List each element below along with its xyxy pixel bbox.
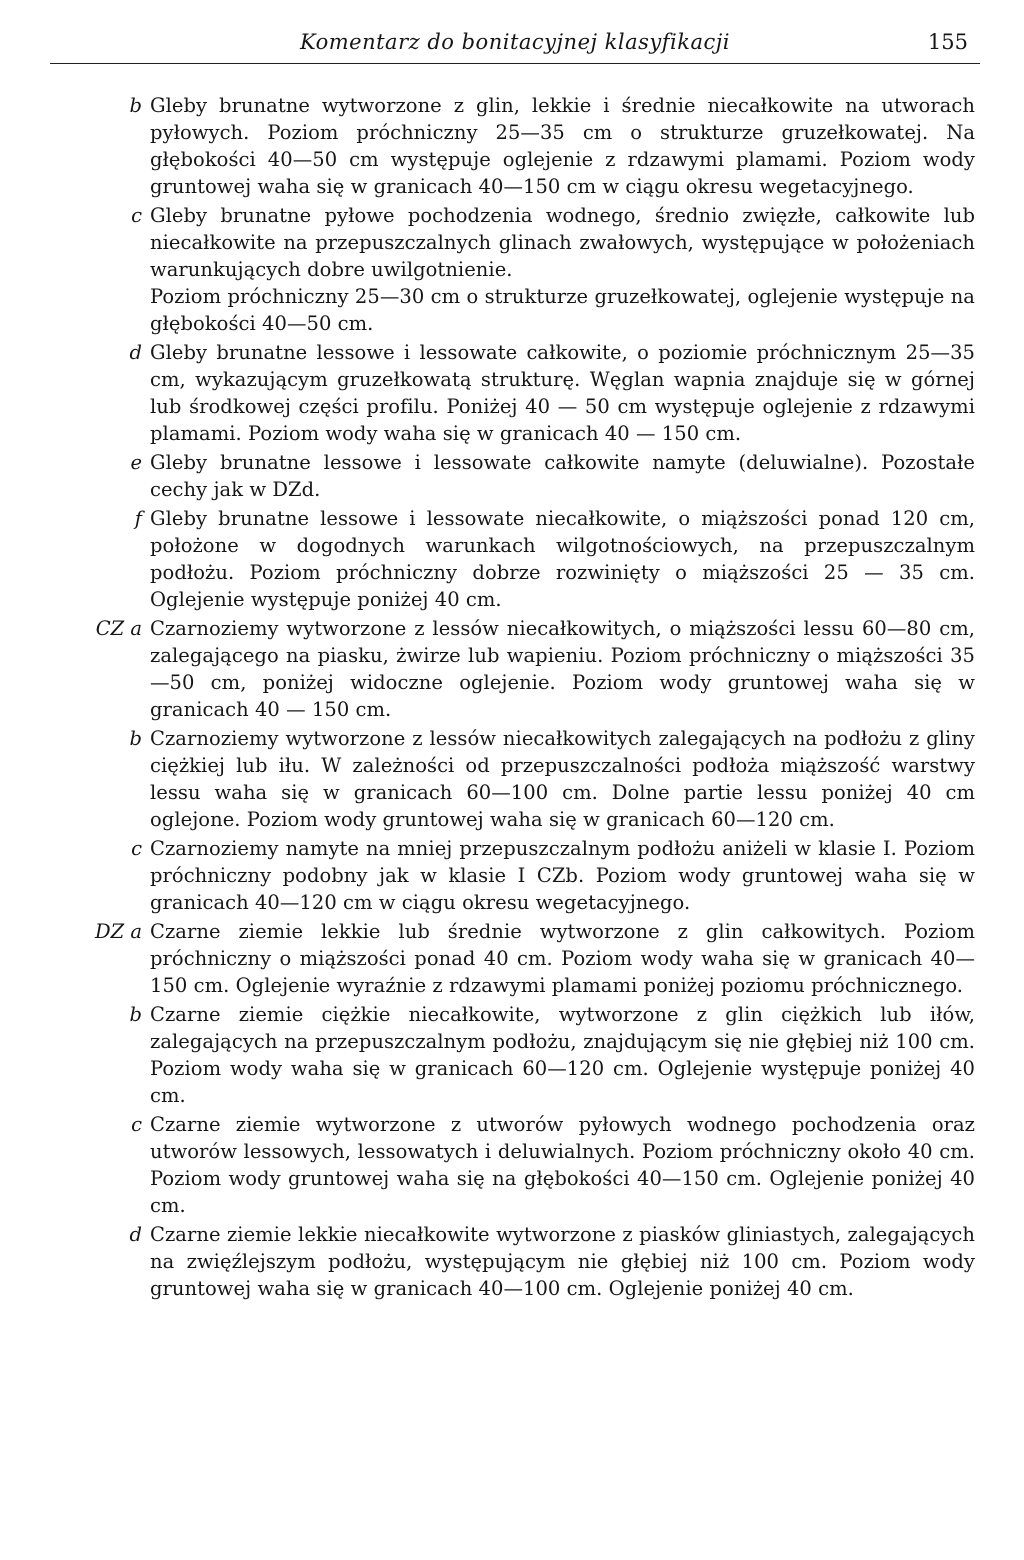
classification-entries xyxy=(0,92,1024,1304)
entry-body xyxy=(150,449,975,503)
entry-label: b xyxy=(129,1003,142,1026)
entry-d-brunatne-lessowe xyxy=(0,339,1024,447)
entry-paragraph: Gleby brunatne lessowe i lessowate niecałkowite, o miąższości ponad 120 cm, położone w dogodnych warunkach wilgotnościowych, na przepuszczalnym podłożu. Poziom próchniczny dobrze rozwinięty o miąższości 25 — 35 cm. Oglejenie występuje poniżej 40 cm. xyxy=(150,507,975,611)
running-title: Komentarz do bonitacyjnej klasyfikacji xyxy=(299,30,731,54)
entry-label: d xyxy=(129,341,142,364)
entry-dz-c-czarne-ziemie-pylowe xyxy=(0,1111,1024,1219)
entry-paragraph: Czarne ziemie wytworzone z utworów pyłowych wodnego pochodzenia oraz utworów lessowych, lessowatych i deluwialnych. Poziom próchniczny około 40 cm. Poziom wody gruntowej waha się na głębokości 40—150 cm. Oglejenie poniżej 40 cm. xyxy=(150,1113,975,1217)
entry-label: b xyxy=(129,94,142,117)
entry-body xyxy=(150,918,975,999)
entry-paragraph: Czarnoziemy wytworzone z lessów niecałkowitych, o miąższości lessu 60—80 cm, zalegającego na piasku, żwirze lub wapieniu. Poziom próchniczny o miąższości 35—50 cm, poniżej widoczne oglejenie. Poziom wody gruntowej waha się w granicach 40 — 150 cm. xyxy=(150,617,975,721)
entry-body xyxy=(150,339,975,447)
entry-dz-b-czarne-ziemie-ciezkie xyxy=(0,1001,1024,1109)
entry-f-brunatne-niecalkowite xyxy=(0,505,1024,613)
entry-label: e xyxy=(130,451,142,474)
entry-label: DZ a xyxy=(94,920,142,943)
entry-label: CZ a xyxy=(95,617,142,640)
entry-dz-d-czarne-ziemie-lekkie xyxy=(0,1221,1024,1302)
entry-paragraph: Czarne ziemie ciężkie niecałkowite, wytworzone z glin ciężkich lub iłów, zalegających na przepuszczalnym podłożu, znajdującym się nie głębiej niż 100 cm. Poziom wody waha się w granicach 60—120 cm. Oglejenie występuje poniżej 40 cm. xyxy=(150,1003,975,1107)
entry-body xyxy=(150,615,975,723)
entry-body xyxy=(150,505,975,613)
entry-dz-a-czarne-ziemie xyxy=(0,918,1024,999)
entry-label: d xyxy=(129,1223,142,1246)
entry-body xyxy=(150,1221,975,1302)
entry-cz-a-czarnoziemy xyxy=(0,615,1024,723)
header-rule xyxy=(50,63,980,64)
entry-paragraph: Poziom próchniczny 25—30 cm o strukturze gruzełkowatej, oglejenie występuje na głębokości 40—50 cm. xyxy=(150,285,975,335)
entry-body xyxy=(150,202,975,337)
entry-paragraph: Czarnoziemy wytworzone z lessów niecałkowitych zalegających na podłożu z gliny ciężkiej lub iłu. W zależności od przepuszczalności podłoża miąższość warstwy lessu waha się w granicach 60—100 cm. Dolne partie lessu poniżej 40 cm oglejone. Poziom wody gruntowej waha się w granicach 60—120 cm. xyxy=(150,727,975,831)
entry-body xyxy=(150,1001,975,1109)
entry-paragraph: Gleby brunatne lessowe i lessowate całkowite namyte (deluwialne). Pozostałe cechy jak w DZd. xyxy=(150,451,975,501)
entry-label: c xyxy=(131,204,142,227)
entry-body xyxy=(150,835,975,916)
entry-label: c xyxy=(131,1113,142,1136)
entry-paragraph: Gleby brunatne lessowe i lessowate całkowite, o poziomie próchnicznym 25—35 cm, wykazującym gruzełkowatą strukturę. Węglan wapnia znajduje się w górnej lub środkowej części profilu. Poniżej 40 — 50 cm występuje oglejenie z rdzawymi plamami. Poziom wody waha się w granicach 40 — 150 cm. xyxy=(150,341,975,445)
page-number: 155 xyxy=(927,30,968,54)
entry-body xyxy=(150,725,975,833)
entry-body xyxy=(150,1111,975,1219)
entry-paragraph: Czarnoziemy namyte na mniej przepuszczalnym podłożu aniżeli w klasie I. Poziom próchniczny podobny jak w klasie I CZb. Poziom wody gruntowej waha się w granicach 40—120 cm w ciągu okresu wegetacyjnego. xyxy=(150,837,975,914)
entry-label: c xyxy=(131,837,142,860)
entry-paragraph: Czarne ziemie lekkie lub średnie wytworzone z glin całkowitych. Poziom próchniczny o miąższości ponad 40 cm. Poziom wody waha się w granicach 40—150 cm. Oglejenie wyraźnie z rdzawymi plamami poniżej poziomu próchnicznego. xyxy=(150,920,975,997)
entry-paragraph: Czarne ziemie lekkie niecałkowite wytworzone z piasków gliniastych, zalegających na zwięźlejszym podłożu, występującym nie głębiej niż 100 cm. Poziom wody gruntowej waha się w granicach 40—100 cm. Oglejenie poniżej 40 cm. xyxy=(150,1223,975,1300)
running-head xyxy=(50,30,980,62)
entry-e-brunatne-namyte xyxy=(0,449,1024,503)
entry-cz-c-czarnoziemy-namyte xyxy=(0,835,1024,916)
entry-body xyxy=(150,92,975,200)
entry-label: b xyxy=(129,727,142,750)
entry-c-brunatne-pylowe xyxy=(0,202,1024,337)
entry-paragraph: Gleby brunatne wytworzone z glin, lekkie i średnie niecałkowite na utworach pyłowych. Poziom próchniczny 25—35 cm o strukturze gruzełkowatej. Na głębokości 40—50 cm występuje oglejenie z rdzawymi plamami. Poziom wody gruntowej waha się w granicach 40—150 cm w ciągu okresu wegetacyjnego. xyxy=(150,94,975,198)
entry-b-brunatne-glin xyxy=(0,92,1024,200)
entry-paragraph: Gleby brunatne pyłowe pochodzenia wodnego, średnio zwięzłe, całkowite lub niecałkowite na przepuszczalnych glinach zwałowych, występujące w położeniach warunkujących dobre uwilgotnienie. xyxy=(150,204,975,281)
entry-label: f xyxy=(134,507,142,530)
entry-cz-b-czarnoziemy xyxy=(0,725,1024,833)
